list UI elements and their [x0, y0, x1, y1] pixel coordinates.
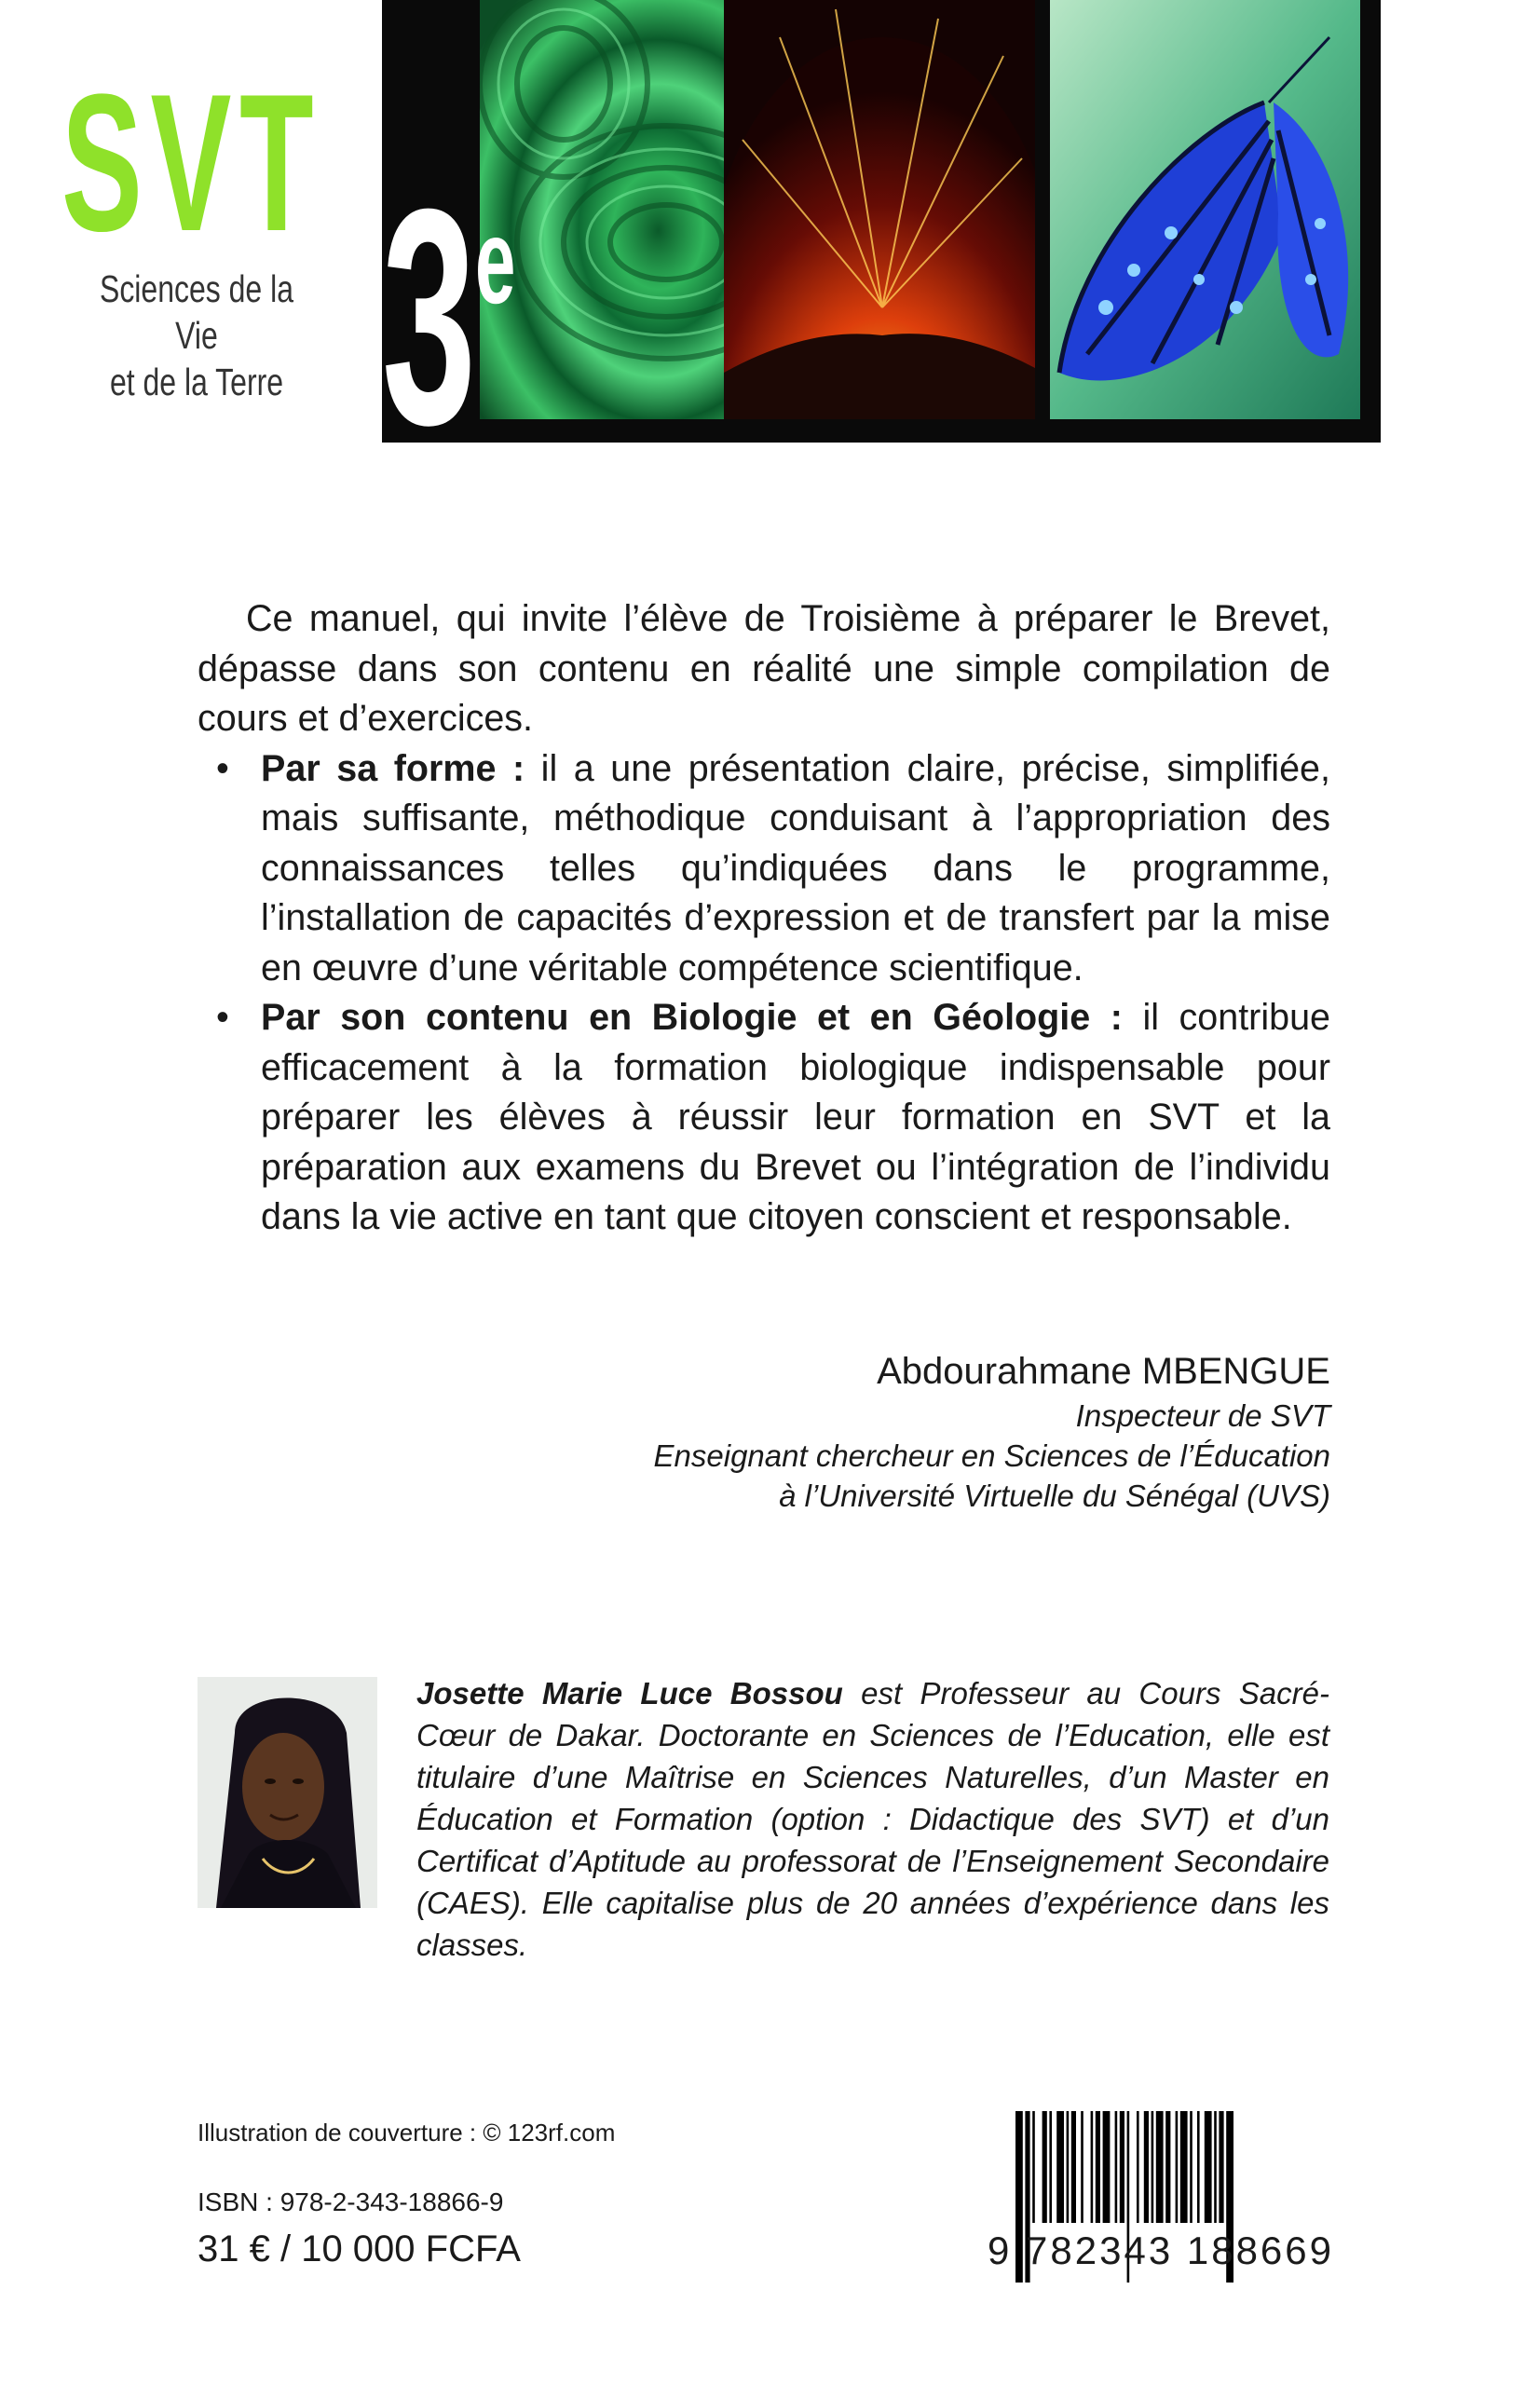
barcode-bar	[1156, 2111, 1164, 2223]
barcode-bar	[1180, 2111, 1188, 2223]
svt-subtitle-line2: et de la Terre	[109, 361, 284, 403]
barcode-bar	[1091, 2111, 1094, 2223]
signature-institution: à l’Université Virtuelle du Sénégal (UVS)	[779, 1479, 1330, 1513]
barcode-bar	[1032, 2111, 1035, 2223]
barcode-bar	[1205, 2111, 1212, 2223]
feature-lead: Par sa forme :	[261, 747, 525, 789]
barcode-digits: 9 782343 188669	[988, 2228, 1334, 2272]
isbn: ISBN : 978-2-343-18866-9	[198, 2187, 504, 2216]
barcode-bar	[1152, 2111, 1154, 2223]
author-name: Josette Marie Luce Bossou	[416, 1676, 843, 1710]
author-bio	[416, 1672, 1329, 1966]
svt-logo-letters: SVT	[61, 53, 322, 272]
grade-number: 3	[382, 144, 476, 488]
barcode-bar	[1214, 2111, 1217, 2223]
author-bio-text: est Professeur au Cours Sacré-Cœur de Dakar. Doctorante en Sciences de l’Education, elle est titulaire d’une Maîtrise en Sciences Naturelles, d’un Master en Éducation et Formation (option : Didactique des SVT) et d’un Certificat d’Aptitude au professorat de l’Enseignement Secondaire (CAES). Elle capitalise plus de 20 années d’expérience dans les classes.	[416, 1676, 1329, 1962]
barcode-bar	[1144, 2111, 1149, 2223]
svt-subtitle-line1: Sciences de la Vie	[99, 267, 293, 357]
volcano-image	[724, 0, 1035, 419]
barcode-bar	[1219, 2111, 1223, 2223]
signature-name: Abdourahmane MBENGUE	[877, 1351, 1330, 1392]
barcode-bar	[1120, 2111, 1124, 2223]
author-photo	[198, 1677, 377, 1908]
feature-lead: Par son contenu en Biologie et en Géologie :	[261, 997, 1123, 1038]
feature-item-content	[198, 993, 1330, 1243]
barcode-bar	[1071, 2111, 1076, 2223]
feature-text: il contribue efficacement à la formation biologique indispensable pour préparer les élèves à réussir leur formation en SVT et la préparation aux examens du Brevet ou l’intégration de l’individu dans la vie active en tant que citoyen conscient et responsable.	[261, 997, 1331, 1237]
intro-paragraph: Ce manuel, qui invite l’élève de Troisième à préparer le Brevet, dépasse dans son contenu en réalité une simple compilation de cours et d’exercices.	[198, 598, 1330, 739]
barcode-bar	[1081, 2111, 1083, 2223]
barcode-bar	[1176, 2111, 1179, 2223]
barcode-bar	[1043, 2111, 1047, 2223]
barcode-bar	[1056, 2111, 1064, 2223]
barcode-bar	[1197, 2111, 1200, 2223]
grade-suffix: e	[475, 193, 516, 329]
barcode-bar	[1190, 2111, 1192, 2223]
barcode-bar	[1165, 2111, 1170, 2223]
barcode-bar	[1103, 2111, 1111, 2223]
grade-mark	[382, 144, 568, 488]
price: 31 € / 10 000 FCFA	[198, 2228, 521, 2269]
preface-signature	[654, 1347, 1330, 1516]
feature-text: il a une présentation claire, précise, simplifiée, mais suffisante, méthodique conduisant à l’appropriation des connaissances telles qu’indiquées dans le programme, l’installation de capacités d’expression et de transfert par la mise en œuvre d’une véritable compétence scientifique.	[261, 747, 1330, 988]
signature-title: Inspecteur de SVT	[1075, 1398, 1330, 1433]
feature-item-form	[198, 744, 1330, 994]
barcode-bar	[1115, 2111, 1118, 2223]
svt-logo	[61, 53, 332, 405]
barcode-bar	[1067, 2111, 1070, 2223]
feature-list	[198, 744, 1330, 1243]
cover-credit: Illustration de couverture : © 123rf.com	[198, 2119, 616, 2146]
signature-role: Enseignant chercheur en Sciences de l’Éducation	[653, 1438, 1330, 1473]
barcode-bar	[1049, 2111, 1052, 2223]
book-description	[198, 594, 1330, 1243]
blue-butterfly-image	[1050, 0, 1360, 419]
barcode-bar	[1137, 2111, 1139, 2223]
barcode-bar	[1096, 2111, 1100, 2223]
